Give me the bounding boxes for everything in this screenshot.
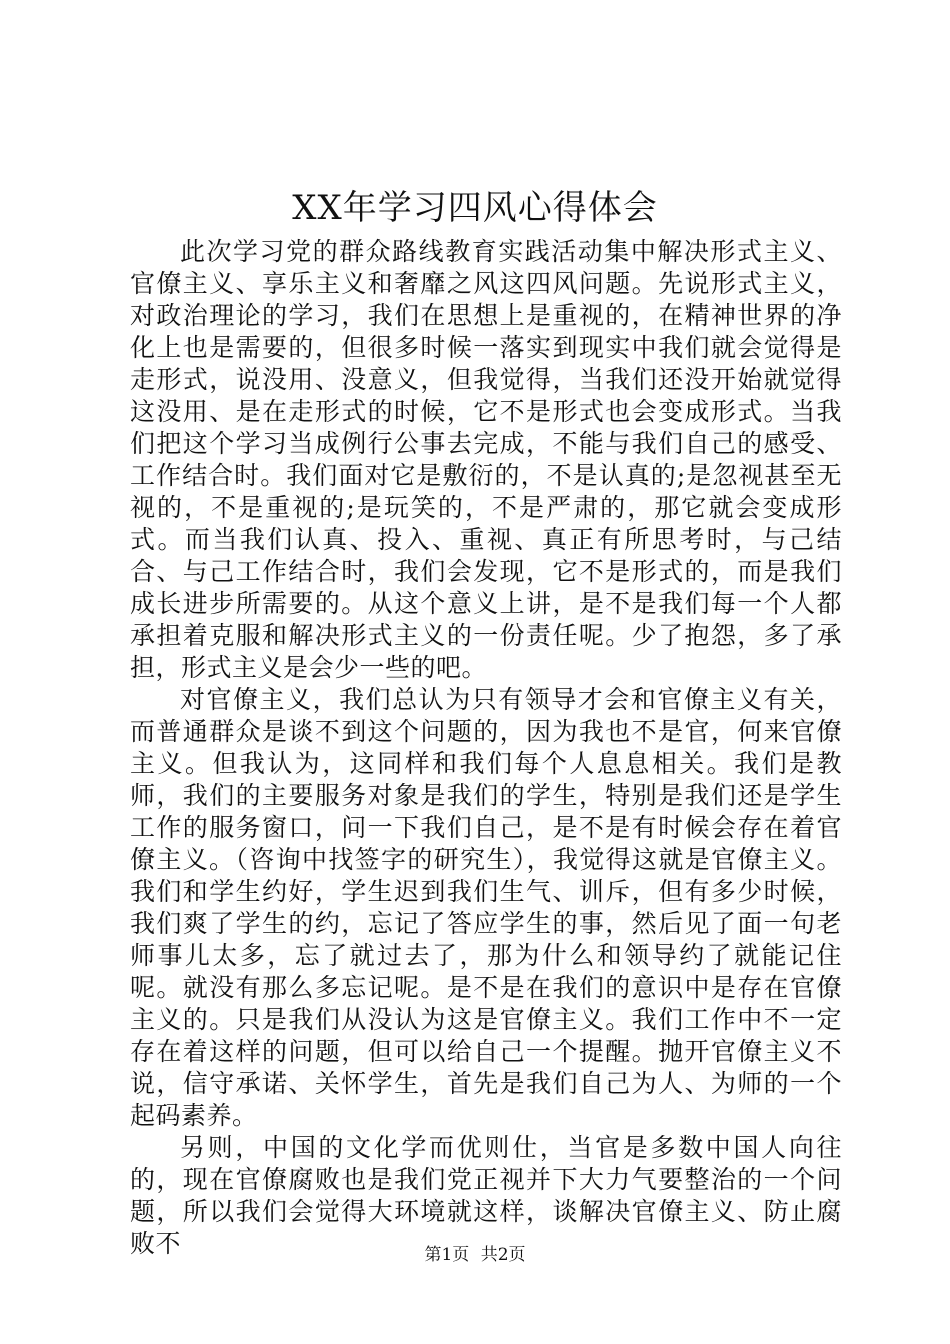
paragraph: 此次学习党的群众路线教育实践活动集中解决形式主义、官僚主义、享乐主义和奢靡之风这四风问题。先说形式主义，对政治理论的学习，我们在思想上是重视的，在精神世界的净化上也是需要的，但很多时候一落实到现实中我们就会觉得是走形式，说没用、没意义，但我觉得，当我们还没开始就觉得这没用、是在走形式的时候，它不是形式也会变成形式。当我们把这个学习当成例行公事去完成，不能与我们自己的感受、工作结合时。我们面对它是敷衍的，不是认真的;是忽视甚至无视的，不是重视的;是玩笑的，不是严肃的，那它就会变成形式。而当我们认真、投入、重视、真正有所思考时，与己结合、与己工作结合时，我们会发现，它不是形式的，而是我们成长进步所需要的。从这个意义上讲，是不是我们每一个人都承担着克服和解决形式主义的一份责任呢。少了抱怨，多了承担，形式主义是会少一些的吧。 [130, 237, 842, 682]
page-footer [0, 1243, 950, 1267]
paragraph: 对官僚主义，我们总认为只有领导才会和官僚主义有关，而普通群众是谈不到这个问题的，因为我也不是官，何来官僚主义。但我认为，这同样和我们每个人息息相关。我们是教师，我们的主要服务对象是我们的学生，特别是我们还是学生工作的服务窗口，问一下我们自己，是不是有时候会存在着官僚主义。（咨询中找签字的研究生），我觉得这就是官僚主义。我们和学生约好，学生迟到我们生气、训斥，但有多少时候，我们爽了学生的约，忘记了答应学生的事，然后见了面一句老师事儿太多，忘了就过去了，那为什么和领导约了就能记住呢。就没有那么多忘记呢。是不是在我们的意识中是存在官僚主义的。只是我们从没认为这是官僚主义。我们工作中不一定存在着这样的问题，但可以给自己一个提醒。抛开官僚主义不说，信守承诺、关怀学生，首先是我们自己为人、为师的一个起码素养。 [130, 685, 842, 1130]
page-total: 共2页 [480, 1245, 526, 1265]
page-number: 第1页 [424, 1245, 470, 1265]
document-title: XX年学习四风心得体会 [292, 188, 658, 228]
document-body [130, 236, 842, 1260]
paragraph: 另则，中国的文化学而优则仕，当官是多数中国人向往的，现在官僚腐败也是我们党正视并下大力气要整治的一个问题，所以我们会觉得大环境就这样，谈解决官僚主义、防止腐败不 [130, 1133, 842, 1258]
